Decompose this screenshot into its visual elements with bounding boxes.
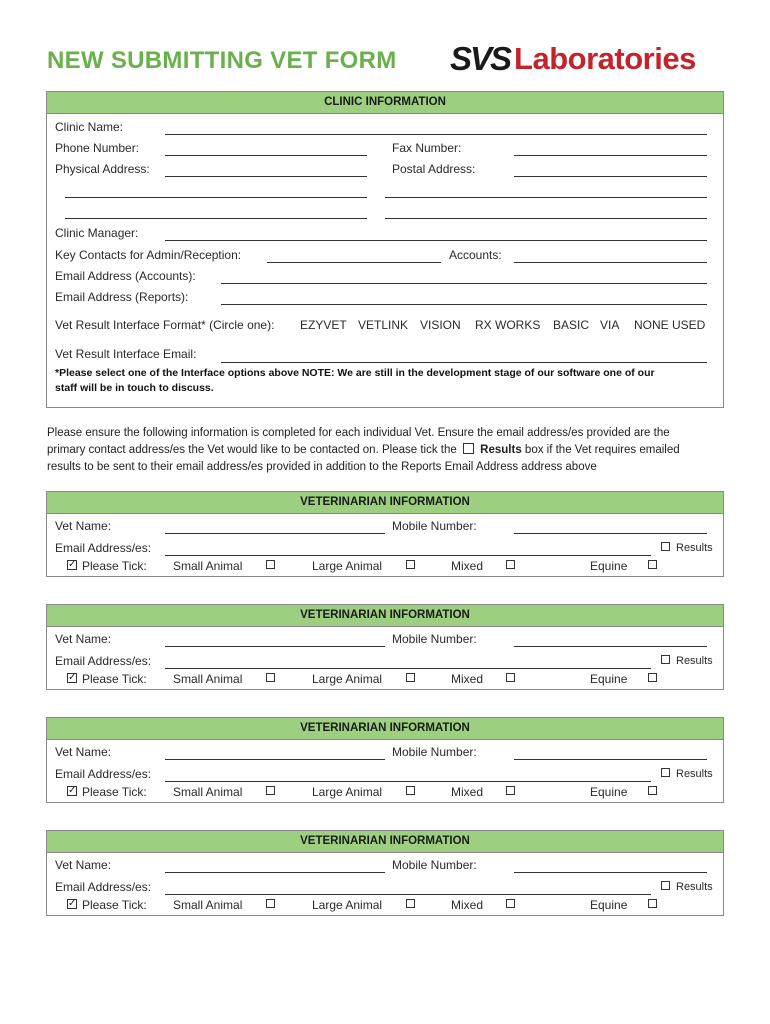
vet-name-label: Vet Name: <box>55 519 112 533</box>
postal-address-field-2[interactable] <box>385 197 707 198</box>
svs-logo <box>450 38 696 80</box>
results-label: Results <box>676 655 713 667</box>
vet-section-header: VETERINARIAN INFORMATION <box>47 718 723 740</box>
small-animal-label: Small Animal <box>173 898 243 912</box>
interface-note-line-2: staff will be in touch to discuss. <box>55 382 214 394</box>
mixed-checkbox[interactable] <box>506 560 515 569</box>
results-checkbox[interactable] <box>661 768 670 777</box>
mobile-label: Mobile Number: <box>392 745 477 759</box>
key-contacts-label: Key Contacts for Admin/Reception: <box>55 248 242 262</box>
equine-label: Equine <box>590 559 628 573</box>
postal-address-field-1[interactable] <box>514 176 707 177</box>
email-label: Email Address/es: <box>55 541 152 555</box>
page-title: NEW SUBMITTING VET FORM <box>47 47 397 74</box>
clinic-information-section <box>46 91 724 408</box>
interface-option-vision[interactable]: VISION <box>420 318 461 332</box>
instructions-line-2-b: box if the Vet requires emailed <box>524 444 680 456</box>
large-animal-label: Large Animal <box>312 559 383 573</box>
vet-information-section-4 <box>46 830 724 916</box>
equine-checkbox[interactable] <box>648 560 657 569</box>
mixed-label: Mixed <box>451 898 484 912</box>
accounts-label: Accounts: <box>449 248 502 262</box>
instructions-line-2 <box>47 442 723 459</box>
interface-option-ezyvet[interactable]: EZYVET <box>300 318 347 332</box>
results-checkbox-example <box>463 443 474 454</box>
interface-option-rx-works[interactable]: RX WORKS <box>475 318 541 332</box>
equine-label: Equine <box>590 898 628 912</box>
logo-laboratories-text: Laboratories <box>514 41 696 76</box>
results-label: Results <box>676 542 713 554</box>
clinic-section-header: CLINIC INFORMATION <box>47 92 723 114</box>
please-tick-checkbox[interactable]: ✓ <box>68 785 77 796</box>
mixed-checkbox[interactable] <box>506 673 515 682</box>
vet-name-field[interactable] <box>165 872 385 873</box>
interface-option-none-used[interactable]: NONE USED <box>634 318 706 332</box>
please-tick-checkbox[interactable]: ✓ <box>68 672 77 683</box>
results-label: Results <box>676 881 713 893</box>
vet-name-label: Vet Name: <box>55 745 112 759</box>
email-reports-label: Email Address (Reports): <box>55 290 189 304</box>
vet-section-header: VETERINARIAN INFORMATION <box>47 831 723 853</box>
mobile-label: Mobile Number: <box>392 858 477 872</box>
interface-note-line-1: *Please select one of the Interface options above NOTE: We are still in the development stage of our software one of our <box>55 367 655 379</box>
small-animal-label: Small Animal <box>173 559 243 573</box>
physical-address-field-2[interactable] <box>65 197 367 198</box>
small-animal-checkbox[interactable] <box>266 673 275 682</box>
email-accounts-field[interactable] <box>221 283 707 284</box>
please-tick-label: Please Tick: <box>82 672 147 686</box>
small-animal-label: Small Animal <box>173 672 243 686</box>
email-field[interactable] <box>165 555 651 556</box>
vet-information-section-2 <box>46 604 724 690</box>
instructions-line-2-a: primary contact address/es the Vet would like to be contacted on. Please tick the <box>47 444 457 456</box>
email-field[interactable] <box>165 668 651 669</box>
fax-field[interactable] <box>514 155 707 156</box>
large-animal-label: Large Animal <box>312 785 383 799</box>
vet-name-label: Vet Name: <box>55 632 112 646</box>
physical-address-field-3[interactable] <box>65 218 367 219</box>
equine-checkbox[interactable] <box>648 673 657 682</box>
clinic-name-label: Clinic Name: <box>55 120 124 134</box>
results-label: Results <box>676 768 713 780</box>
vet-information-section-3 <box>46 717 724 803</box>
small-animal-checkbox[interactable] <box>266 786 275 795</box>
small-animal-label: Small Animal <box>173 785 243 799</box>
email-reports-field[interactable] <box>221 304 707 305</box>
mobile-field[interactable] <box>514 646 707 647</box>
postal-address-field-3[interactable] <box>385 218 707 219</box>
email-label: Email Address/es: <box>55 767 152 781</box>
vet-name-field[interactable] <box>165 759 385 760</box>
mixed-label: Mixed <box>451 785 484 799</box>
results-checkbox[interactable] <box>661 655 670 664</box>
mobile-label: Mobile Number: <box>392 519 477 533</box>
interface-option-basic[interactable]: BASIC <box>553 318 590 332</box>
large-animal-checkbox[interactable] <box>406 560 415 569</box>
interface-note <box>55 366 720 396</box>
physical-address-label: Physical Address: <box>55 162 150 176</box>
large-animal-label: Large Animal <box>312 672 383 686</box>
mixed-label: Mixed <box>451 559 484 573</box>
small-animal-checkbox[interactable] <box>266 560 275 569</box>
interface-format-label: Vet Result Interface Format* (Circle one): <box>55 318 275 332</box>
email-accounts-label: Email Address (Accounts): <box>55 269 196 283</box>
please-tick-label: Please Tick: <box>82 559 147 573</box>
small-animal-checkbox[interactable] <box>266 899 275 908</box>
fax-label: Fax Number: <box>392 141 462 155</box>
please-tick-label: Please Tick: <box>82 898 147 912</box>
results-checkbox[interactable] <box>661 542 670 551</box>
vet-section-header: VETERINARIAN INFORMATION <box>47 605 723 627</box>
instructions-paragraph <box>47 425 723 476</box>
please-tick-label: Please Tick: <box>82 785 147 799</box>
interface-email-label: Vet Result Interface Email: <box>55 347 197 361</box>
mobile-field[interactable] <box>514 759 707 760</box>
vet-section-header: VETERINARIAN INFORMATION <box>47 492 723 514</box>
email-field[interactable] <box>165 781 651 782</box>
physical-address-field-1[interactable] <box>165 176 367 177</box>
email-label: Email Address/es: <box>55 880 152 894</box>
large-animal-checkbox[interactable] <box>406 673 415 682</box>
interface-option-vetlink[interactable]: VETLINK <box>358 318 409 332</box>
vet-name-field[interactable] <box>165 646 385 647</box>
clinic-name-field[interactable] <box>165 134 707 135</box>
accounts-field[interactable] <box>514 262 707 263</box>
results-checkbox[interactable] <box>661 881 670 890</box>
mixed-label: Mixed <box>451 672 484 686</box>
mixed-checkbox[interactable] <box>506 786 515 795</box>
large-animal-checkbox[interactable] <box>406 786 415 795</box>
large-animal-label: Large Animal <box>312 898 383 912</box>
key-contacts-field[interactable] <box>267 262 441 263</box>
large-animal-checkbox[interactable] <box>406 899 415 908</box>
equine-label: Equine <box>590 785 628 799</box>
clinic-manager-field[interactable] <box>165 240 707 241</box>
equine-label: Equine <box>590 672 628 686</box>
mixed-checkbox[interactable] <box>506 899 515 908</box>
equine-checkbox[interactable] <box>648 786 657 795</box>
vet-information-section-1 <box>46 491 724 577</box>
instructions-results-bold: Results <box>480 444 522 456</box>
please-tick-checkbox[interactable]: ✓ <box>68 898 77 909</box>
mobile-label: Mobile Number: <box>392 632 477 646</box>
phone-field[interactable] <box>165 155 367 156</box>
logo-svs-text: SVS <box>450 40 511 77</box>
email-label: Email Address/es: <box>55 654 152 668</box>
instructions-line-1: Please ensure the following information is completed for each individual Vet. Ensure the email address/es provided are the <box>47 427 670 439</box>
clinic-manager-label: Clinic Manager: <box>55 226 139 240</box>
mobile-field[interactable] <box>514 872 707 873</box>
phone-label: Phone Number: <box>55 141 140 155</box>
interface-option-via[interactable]: VIA <box>600 318 620 332</box>
interface-email-field[interactable] <box>221 362 707 363</box>
vet-name-label: Vet Name: <box>55 858 112 872</box>
equine-checkbox[interactable] <box>648 899 657 908</box>
please-tick-checkbox[interactable]: ✓ <box>68 559 77 570</box>
mobile-field[interactable] <box>514 533 707 534</box>
postal-address-label: Postal Address: <box>392 162 476 176</box>
instructions-line-3: results to be sent to their email address/es provided in addition to the Reports Email Address address above <box>47 461 597 473</box>
email-field[interactable] <box>165 894 651 895</box>
vet-name-field[interactable] <box>165 533 385 534</box>
